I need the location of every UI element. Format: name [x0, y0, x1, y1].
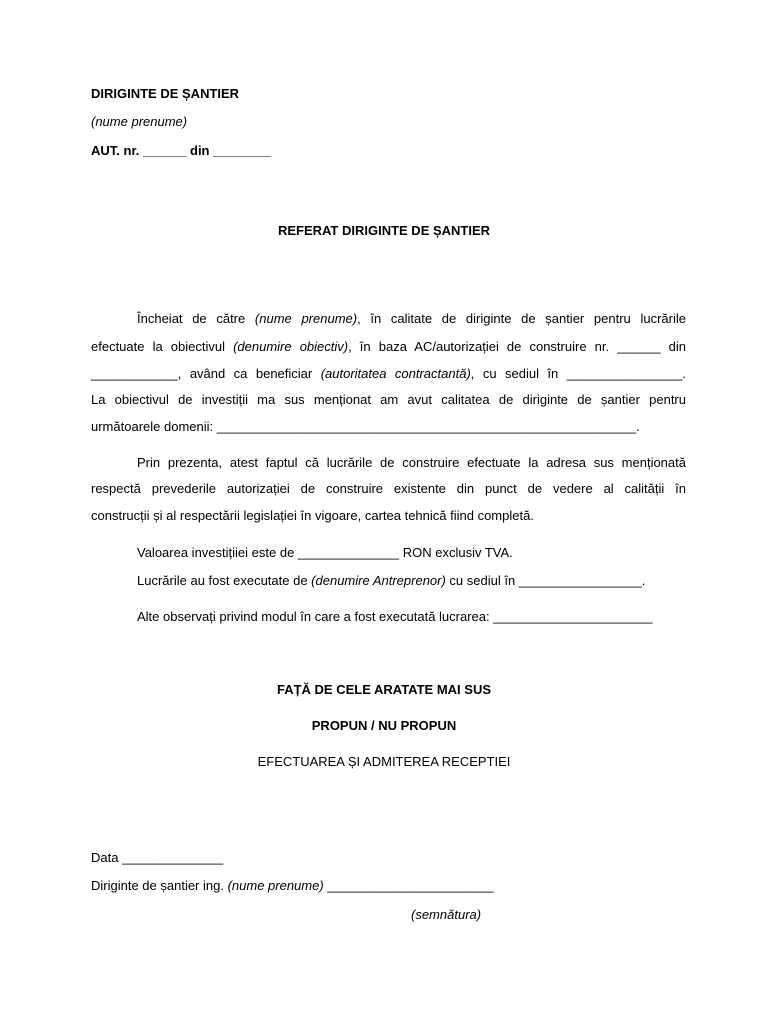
paragraph1-line1: [137, 311, 686, 327]
document-title: REFERAT DIRIGINTE DE ȘANTIER: [277, 223, 491, 238]
observatii-line: Alte observați privind modul în care a fost executată lucrarea: ______________________: [137, 609, 653, 624]
text: Încheiat de către: [137, 311, 255, 326]
text: Lucrările au fost executate de: [137, 573, 312, 588]
paragraph1-line2: [91, 339, 686, 355]
text: cu sediul în _________________.: [445, 573, 646, 588]
conclusion-line3: EFECTUAREA ȘI ADMITEREA RECEPTIEI: [257, 754, 511, 769]
valoare-line: Valoarea investițiiei este de ______________ RON exclusiv TVA.: [137, 545, 513, 560]
semnatura-label: (semnătura): [411, 907, 482, 922]
lucrari-line: [137, 573, 645, 589]
text-italic: (autoritatea contractantă): [320, 366, 471, 381]
header-role-title: DIRIGINTE DE ȘANTIER: [91, 86, 240, 101]
paragraph2-line1: Prin prezenta, atest faptul că lucrările de construire efectuate la adresa sus menționată: [137, 455, 686, 470]
text: ____________, având ca beneficiar: [91, 366, 321, 381]
text: , cu sediul în ________________.: [470, 366, 687, 381]
signature-line: [91, 878, 494, 894]
text-italic: (denumire obiectiv): [233, 339, 349, 354]
text: , în baza AC/autorizației de construire nr. ______ din: [348, 339, 687, 354]
header-aut-line: AUT. nr. ______ din ________: [91, 143, 271, 158]
text: Diriginte de șantier ing.: [91, 878, 228, 893]
text: efectuate la obiectivul: [91, 339, 234, 354]
text-italic: (nume prenume): [254, 311, 358, 326]
header-name-placeholder: (nume prenume): [91, 114, 188, 129]
conclusion-line1: FAȚĂ DE CELE ARATATE MAI SUS: [276, 682, 492, 697]
paragraph1-line5: următoarele domenii: __________________________________________________________.: [91, 419, 640, 434]
paragraph1-line3: [91, 366, 686, 382]
conclusion-propun: PROPUN / NU PROPUN: [311, 718, 457, 733]
text-italic: (denumire Antreprenor): [311, 573, 446, 588]
paragraph1-line4: La obiectivul de investiții ma sus menționat am avut calitatea de diriginte de șantier pentru: [91, 392, 686, 407]
paragraph2-line3: construcții și al respectării legislației în vigoare, cartea tehnică fiind completă.: [91, 508, 534, 523]
text: _______________________: [323, 878, 494, 893]
data-line: Data ______________: [91, 850, 224, 865]
text-italic: (nume prenume): [227, 878, 324, 893]
paragraph2-line2: respectă prevederile autorizației de construire existente din punct de vedere al calității în: [91, 481, 686, 496]
text: , în calitate de diriginte de șantier pentru lucrările: [357, 311, 686, 326]
